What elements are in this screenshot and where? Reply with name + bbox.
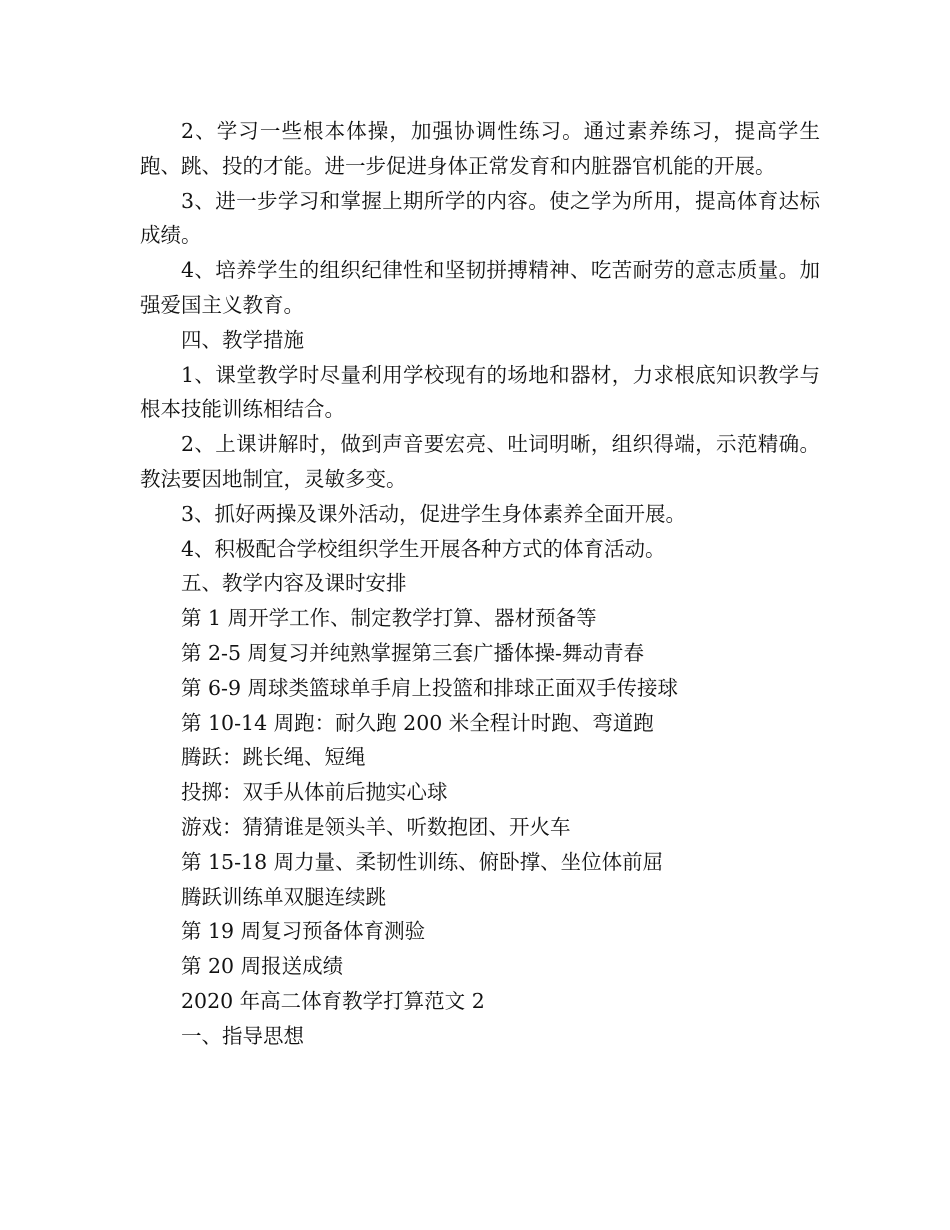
schedule-week-2-5: 第 2-5 周复习并纯熟掌握第三套广播体操-舞动青春 <box>181 640 644 665</box>
paragraph-goal-4: 4、培养学生的组织纪律性和坚韧拼搏精神、吃苦耐劳的意志质量。加强爱国主义教育。 <box>140 258 820 317</box>
section-heading-schedule: 五、教学内容及课时安排 <box>181 571 407 596</box>
schedule-week-10-14: 第 10-14 周跑：耐久跑 200 米全程计时跑、弯道跑 <box>181 710 654 735</box>
schedule-jumping: 腾跃：跳长绳、短绳 <box>181 745 366 770</box>
schedule-week-15-18: 第 15-18 周力量、柔韧性训练、俯卧撑、坐位体前屈 <box>181 849 664 874</box>
paragraph-measure-3: 3、抓好两操及课外活动，促进学生身体素养全面开展。 <box>181 501 687 526</box>
schedule-week-6-9: 第 6-9 周球类篮球单手肩上投篮和排球正面双手传接球 <box>181 675 679 700</box>
section-heading-guiding-ideology: 一、指导思想 <box>181 1023 304 1048</box>
paragraph-measure-4: 4、积极配合学校组织学生开展各种方式的体育活动。 <box>181 536 666 561</box>
schedule-week-20: 第 20 周报送成绩 <box>181 954 344 979</box>
schedule-jump-training: 腾跃训练单双腿连续跳 <box>181 884 386 909</box>
paragraph-measure-2: 2、上课讲解时，做到声音要宏亮、吐词明晰，组织得端，示范精确。教法要因地制宜，灵敏多变。 <box>140 432 820 491</box>
paragraph-measure-1: 1、课堂教学时尽量利用学校现有的场地和器材，力求根底知识教学与根本技能训练相结合。 <box>140 362 820 422</box>
paragraph-goal-2: 2、学习一些根本体操，加强协调性练习。通过素养练习，提高学生跑、跳、投的才能。进一步促进身体正常发育和内脏器官机能的开展。 <box>140 119 820 178</box>
document-subtitle-sample-2: 2020 年高二体育教学打算范文 2 <box>181 988 485 1013</box>
schedule-throwing: 投掷：双手从体前后抛实心球 <box>181 780 448 805</box>
paragraph-goal-3: 3、进一步学习和掌握上期所学的内容。使之学为所用，提高体育达标成绩。 <box>140 188 820 248</box>
document-body <box>140 114 820 1054</box>
schedule-week-19: 第 19 周复习预备体育测验 <box>181 919 426 944</box>
section-heading-measures: 四、教学措施 <box>181 327 304 352</box>
schedule-week-1: 第 1 周开学工作、制定教学打算、器材预备等 <box>181 606 597 631</box>
schedule-games: 游戏：猜猜谁是领头羊、听数抱团、开火车 <box>181 814 571 839</box>
